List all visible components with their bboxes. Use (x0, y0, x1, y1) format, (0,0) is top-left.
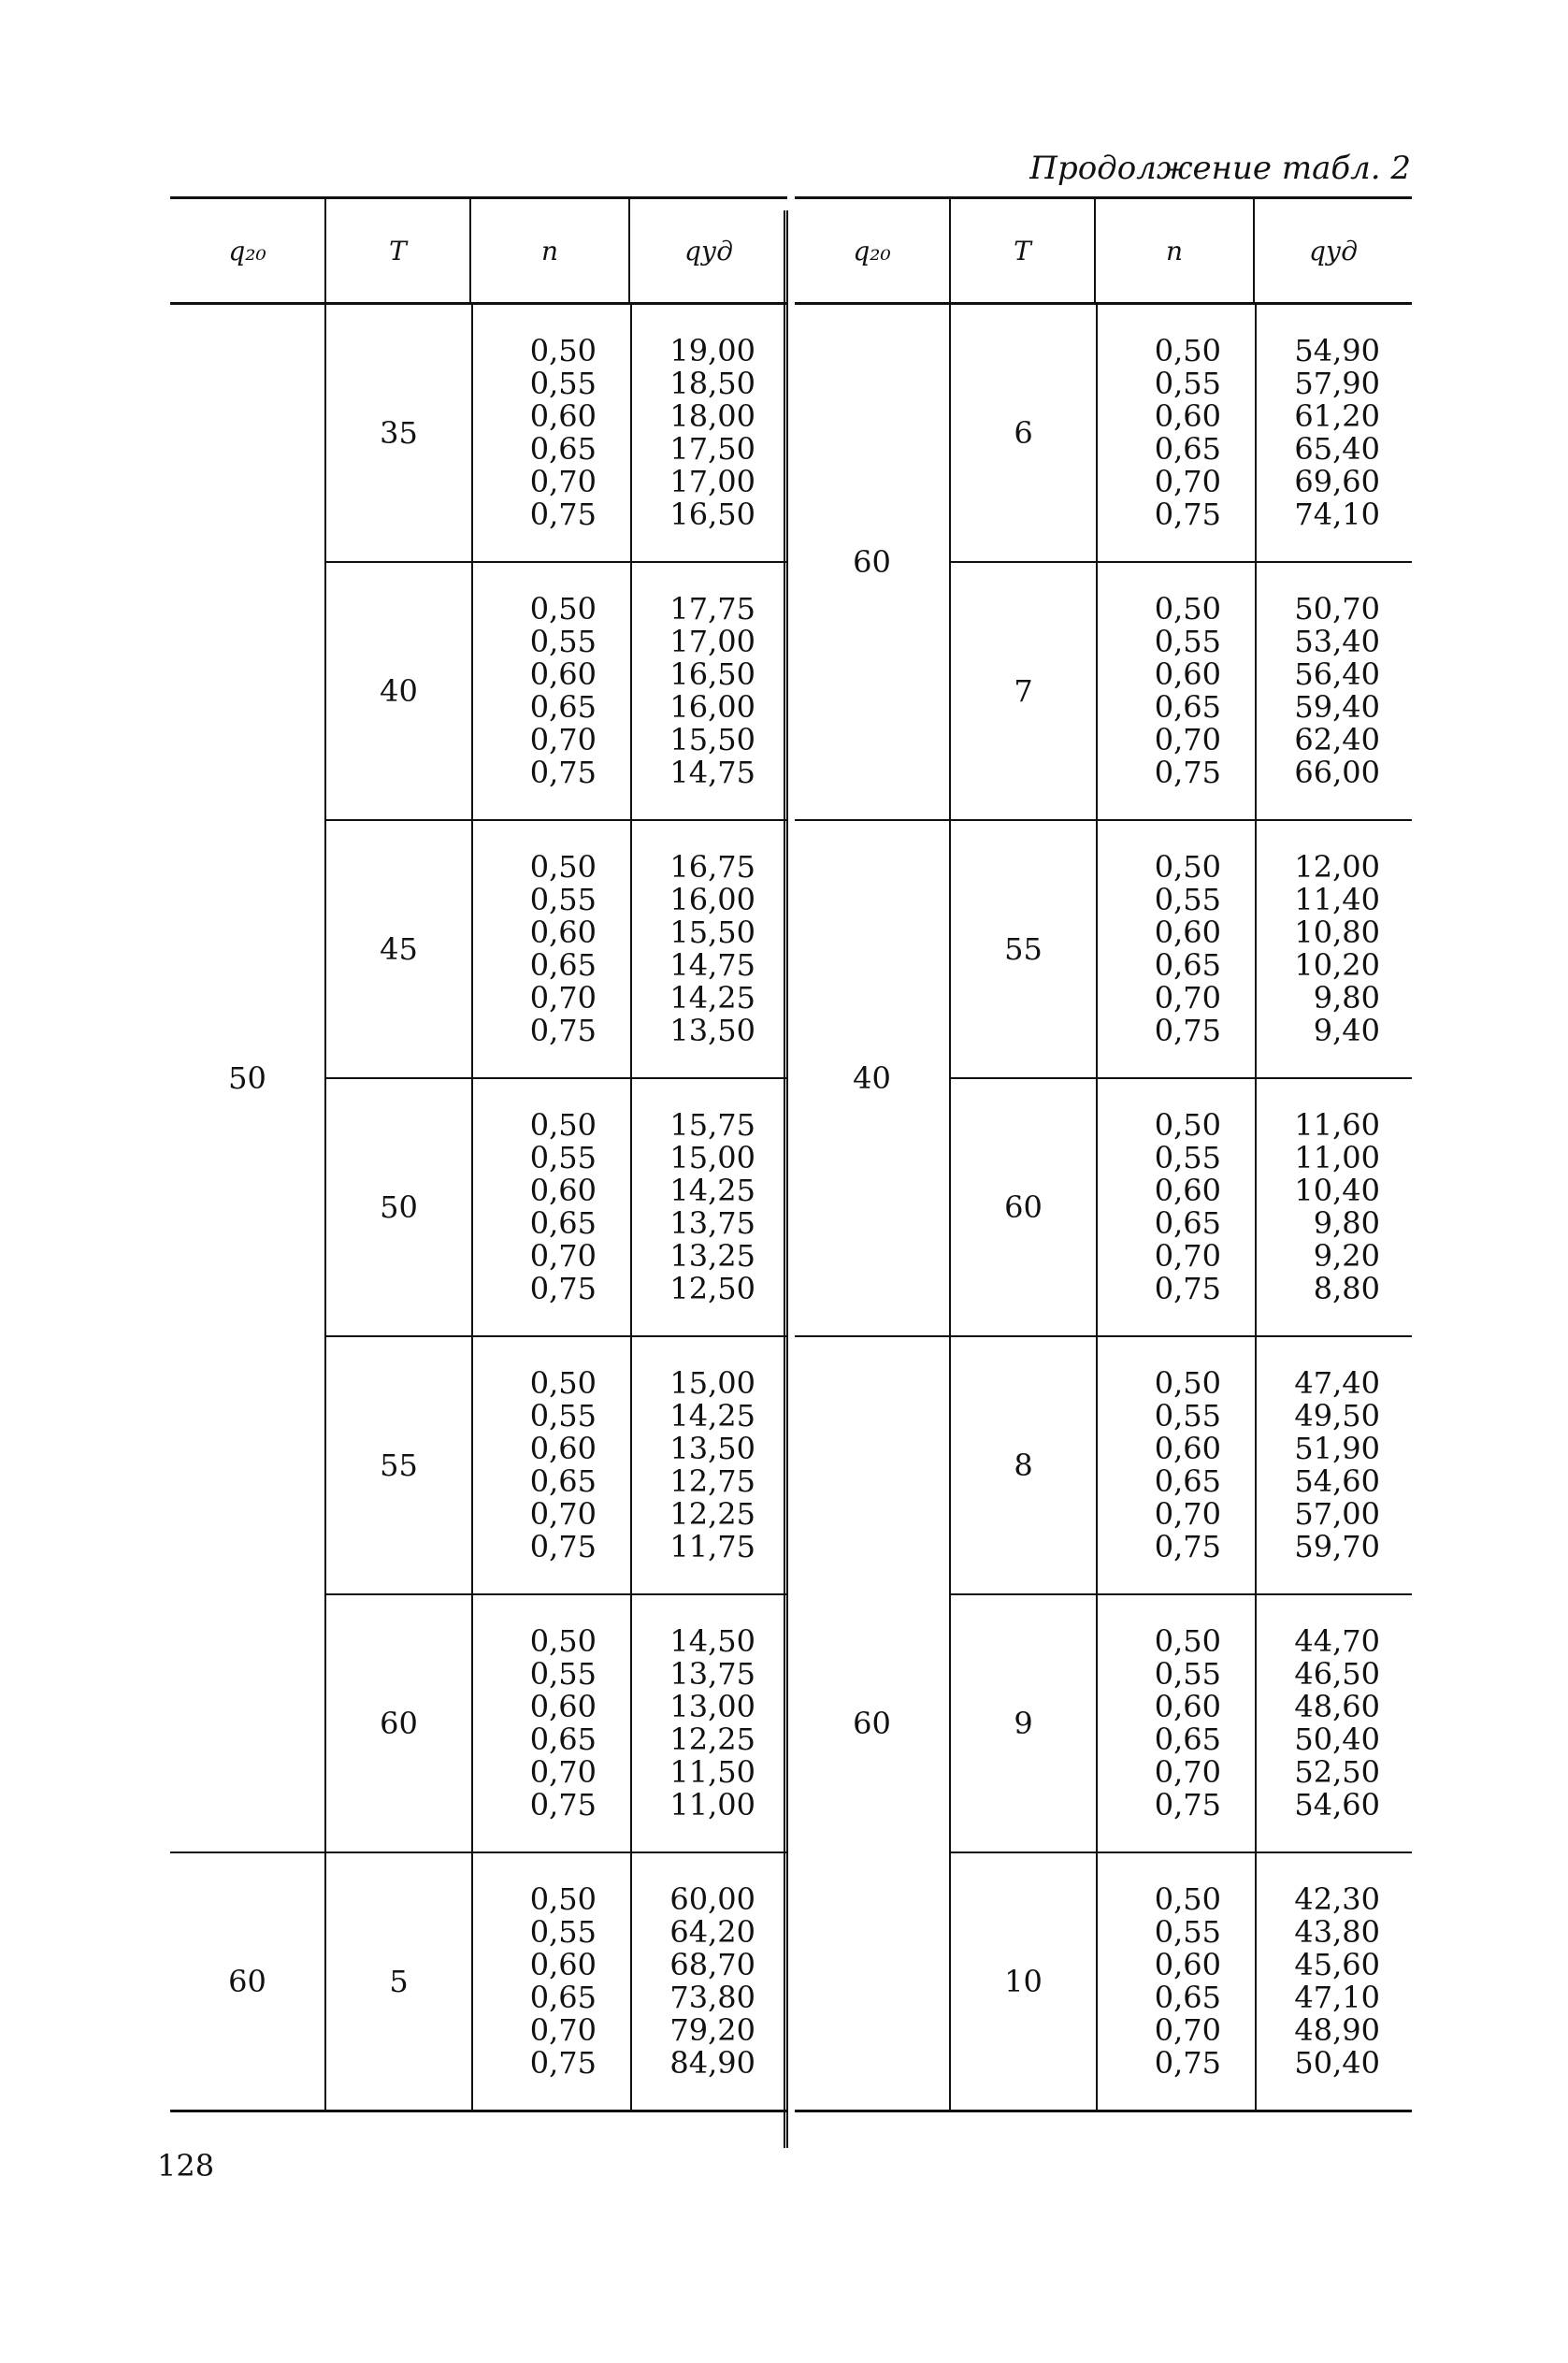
qud-value: 13,00 (669, 1689, 755, 1724)
q20-group (795, 821, 1412, 1337)
n-value: 0,70 (529, 464, 597, 499)
qud-value: 69,60 (1294, 464, 1380, 499)
qud-value: 15,75 (669, 1107, 755, 1143)
qud-value: 14,25 (669, 1398, 755, 1434)
block-list (949, 305, 1412, 819)
qud-value: 9,80 (1313, 1205, 1380, 1241)
n-value: 0,70 (1154, 1754, 1221, 1790)
n-value: 0,70 (1154, 980, 1221, 1016)
n-value: 0,55 (1154, 366, 1221, 401)
qud-value: 18,50 (669, 366, 755, 401)
n-values (471, 1337, 630, 1593)
n-values (1096, 1337, 1255, 1593)
n-value: 0,65 (1154, 1722, 1221, 1757)
n-value: 0,65 (1154, 689, 1221, 725)
qud-value: 61,20 (1294, 398, 1380, 434)
qud-value: 13,50 (669, 1013, 755, 1048)
T-value: 8 (1014, 1448, 1033, 1483)
header-q20: q₂₀ (853, 235, 891, 267)
T-value: 60 (1004, 1189, 1043, 1225)
qud-value: 47,10 (1294, 1980, 1380, 2015)
n-value: 0,55 (1154, 1140, 1221, 1175)
n-value: 0,55 (1154, 1398, 1221, 1434)
n-values (1096, 563, 1255, 819)
qud-value: 50,40 (1294, 1722, 1380, 1757)
n-value: 0,75 (1154, 497, 1221, 532)
n-values (1096, 821, 1255, 1077)
qud-value: 14,75 (669, 755, 755, 790)
table-row (951, 305, 1412, 563)
qud-value: 59,40 (1294, 689, 1380, 725)
n-value: 0,60 (529, 1431, 597, 1466)
n-value: 0,50 (529, 591, 597, 627)
table-row (326, 1853, 787, 2110)
n-value: 0,70 (529, 980, 597, 1016)
qud-value: 48,60 (1294, 1689, 1380, 1724)
q20-group (170, 305, 787, 1853)
n-value: 0,55 (529, 1140, 597, 1175)
qud-value: 9,40 (1313, 1013, 1380, 1048)
qud-values (1255, 1853, 1414, 2110)
n-value: 0,60 (1154, 1947, 1221, 1982)
n-value: 0,75 (1154, 2045, 1221, 2081)
qud-values (1255, 821, 1414, 1077)
block-list (324, 1853, 787, 2110)
qud-values (630, 305, 789, 561)
qud-value: 16,50 (669, 497, 755, 532)
T-value: 45 (380, 931, 418, 967)
n-value: 0,70 (529, 1496, 597, 1532)
qud-value: 57,90 (1294, 366, 1380, 401)
qud-value: 54,60 (1294, 1787, 1380, 1823)
table-row (326, 1595, 787, 1851)
n-value: 0,55 (1154, 1656, 1221, 1692)
n-value: 0,70 (1154, 1496, 1221, 1532)
n-value: 0,70 (1154, 464, 1221, 499)
qud-value: 12,00 (1294, 849, 1380, 885)
n-values (471, 305, 630, 561)
qud-value: 16,00 (669, 689, 755, 725)
table-row (326, 821, 787, 1079)
n-value: 0,75 (1154, 1271, 1221, 1306)
T-value: 55 (1004, 931, 1043, 967)
n-value: 0,50 (1154, 1881, 1221, 1917)
page-number: 128 (157, 2148, 215, 2183)
n-value: 0,75 (529, 1787, 597, 1823)
n-value: 0,60 (1154, 398, 1221, 434)
n-value: 0,65 (1154, 431, 1221, 467)
qud-value: 60,00 (669, 1881, 755, 1917)
T-value: 10 (1004, 1964, 1043, 1999)
table-row (326, 1079, 787, 1337)
qud-value: 47,40 (1294, 1365, 1380, 1401)
table-row (951, 563, 1412, 819)
qud-value: 59,70 (1294, 1529, 1380, 1564)
n-value: 0,55 (529, 624, 597, 659)
n-value: 0,75 (529, 1529, 597, 1564)
table-caption: Продолжение табл. 2 (1029, 150, 1411, 187)
block-list (324, 305, 787, 1851)
qud-value: 53,40 (1294, 624, 1380, 659)
n-value: 0,65 (529, 431, 597, 467)
n-value: 0,75 (529, 497, 597, 532)
n-value: 0,50 (1154, 1623, 1221, 1659)
n-value: 0,70 (529, 722, 597, 757)
n-value: 0,65 (529, 689, 597, 725)
qud-value: 49,50 (1294, 1398, 1380, 1434)
n-value: 0,55 (1154, 1914, 1221, 1950)
qud-value: 11,60 (1294, 1107, 1380, 1143)
qud-values (1255, 1337, 1414, 1593)
n-value: 0,50 (529, 849, 597, 885)
header-q20: q₂₀ (228, 235, 266, 267)
left-table-header (170, 199, 787, 305)
n-value: 0,65 (1154, 1463, 1221, 1499)
T-value: 50 (380, 1189, 418, 1225)
block-list (949, 1337, 1412, 2110)
n-value: 0,50 (529, 1881, 597, 1917)
qud-value: 11,50 (669, 1754, 755, 1790)
qud-value: 65,40 (1294, 431, 1380, 467)
qud-values (630, 821, 789, 1077)
n-value: 0,55 (529, 882, 597, 917)
qud-value: 16,50 (669, 656, 755, 692)
q20-value: 60 (228, 1964, 266, 1999)
qud-value: 56,40 (1294, 656, 1380, 692)
qud-values (1255, 305, 1414, 561)
q20-value: 60 (853, 1706, 891, 1741)
table-row (951, 1853, 1412, 2110)
qud-value: 9,20 (1313, 1238, 1380, 1274)
n-value: 0,65 (529, 1980, 597, 2015)
qud-value: 17,00 (669, 624, 755, 659)
n-value: 0,55 (529, 366, 597, 401)
table-row (951, 1079, 1412, 1335)
n-value: 0,50 (529, 1365, 597, 1401)
n-values (1096, 1853, 1255, 2110)
qud-value: 68,70 (669, 1947, 755, 1982)
n-value: 0,50 (1154, 333, 1221, 368)
q20-group (170, 1853, 787, 2112)
qud-value: 15,50 (669, 722, 755, 757)
qud-value: 13,75 (669, 1656, 755, 1692)
qud-values (630, 1337, 789, 1593)
qud-value: 62,40 (1294, 722, 1380, 757)
block-list (949, 821, 1412, 1335)
qud-value: 44,70 (1294, 1623, 1380, 1659)
qud-value: 54,90 (1294, 333, 1380, 368)
qud-value: 48,90 (1294, 2012, 1380, 2048)
header-T: T (949, 199, 1094, 302)
n-value: 0,55 (529, 1398, 597, 1434)
n-value: 0,55 (529, 1656, 597, 1692)
qud-value: 11,00 (669, 1787, 755, 1823)
n-value: 0,70 (529, 1754, 597, 1790)
header-n: n (469, 199, 628, 302)
qud-value: 16,00 (669, 882, 755, 917)
n-value: 0,75 (1154, 1529, 1221, 1564)
n-value: 0,60 (529, 915, 597, 950)
qud-value: 19,00 (669, 333, 755, 368)
n-values (1096, 305, 1255, 561)
n-value: 0,70 (1154, 722, 1221, 757)
n-value: 0,65 (529, 1463, 597, 1499)
qud-value: 52,50 (1294, 1754, 1380, 1790)
header-n: n (1094, 199, 1253, 302)
q20-value: 60 (853, 544, 891, 580)
n-value: 0,60 (1154, 1431, 1221, 1466)
qud-value: 18,00 (669, 398, 755, 434)
n-value: 0,55 (1154, 882, 1221, 917)
n-value: 0,50 (1154, 1107, 1221, 1143)
n-value: 0,55 (1154, 624, 1221, 659)
T-value: 5 (389, 1964, 409, 1999)
qud-value: 51,90 (1294, 1431, 1380, 1466)
n-value: 0,65 (529, 947, 597, 983)
n-value: 0,75 (529, 1271, 597, 1306)
qud-value: 42,30 (1294, 1881, 1380, 1917)
n-value: 0,65 (529, 1722, 597, 1757)
n-value: 0,70 (1154, 2012, 1221, 2048)
qud-values (1255, 563, 1414, 819)
n-values (471, 563, 630, 819)
n-values (1096, 1079, 1255, 1335)
n-value: 0,60 (1154, 656, 1221, 692)
qud-value: 46,50 (1294, 1656, 1380, 1692)
right-table-body (795, 305, 1412, 2112)
qud-value: 17,75 (669, 591, 755, 627)
n-value: 0,65 (1154, 947, 1221, 983)
qud-value: 43,80 (1294, 1914, 1380, 1950)
n-value: 0,70 (529, 1238, 597, 1274)
header-qud: qуд (1253, 199, 1412, 302)
qud-value: 13,75 (669, 1205, 755, 1241)
table-row (951, 1595, 1412, 1853)
qud-values (1255, 1079, 1414, 1335)
n-value: 0,75 (529, 755, 597, 790)
header-T: T (324, 199, 469, 302)
qud-value: 12,25 (669, 1496, 755, 1532)
qud-value: 17,50 (669, 431, 755, 467)
qud-value: 14,50 (669, 1623, 755, 1659)
qud-value: 57,00 (1294, 1496, 1380, 1532)
qud-values (630, 1079, 789, 1335)
qud-value: 84,90 (669, 2045, 755, 2081)
n-value: 0,75 (529, 2045, 597, 2081)
qud-value: 15,00 (669, 1140, 755, 1175)
qud-value: 64,20 (669, 1914, 755, 1950)
n-value: 0,55 (529, 1914, 597, 1950)
n-values (471, 821, 630, 1077)
left-table-body (170, 305, 787, 2112)
qud-value: 10,20 (1294, 947, 1380, 983)
q20-group (795, 1337, 1412, 2112)
left-table (170, 196, 787, 2112)
n-values (471, 1079, 630, 1335)
n-value: 0,65 (529, 1205, 597, 1241)
table-row (326, 305, 787, 563)
n-value: 0,75 (1154, 1787, 1221, 1823)
n-value: 0,65 (1154, 1205, 1221, 1241)
qud-value: 12,50 (669, 1271, 755, 1306)
q20-value: 50 (228, 1060, 266, 1096)
table-row (951, 821, 1412, 1079)
qud-values (1255, 1595, 1414, 1851)
qud-value: 15,00 (669, 1365, 755, 1401)
n-value: 0,60 (1154, 1689, 1221, 1724)
n-value: 0,70 (529, 2012, 597, 2048)
n-value: 0,75 (529, 1013, 597, 1048)
n-value: 0,60 (1154, 1173, 1221, 1208)
n-value: 0,50 (1154, 591, 1221, 627)
table-row (326, 563, 787, 821)
n-value: 0,60 (529, 656, 597, 692)
n-values (471, 1853, 630, 2110)
qud-value: 14,75 (669, 947, 755, 983)
right-table (795, 196, 1412, 2112)
q20-value: 40 (853, 1060, 891, 1096)
T-value: 60 (380, 1706, 418, 1741)
qud-value: 50,40 (1294, 2045, 1380, 2081)
qud-value: 15,50 (669, 915, 755, 950)
qud-value: 14,25 (669, 980, 755, 1016)
n-value: 0,60 (529, 1947, 597, 1982)
qud-value: 11,40 (1294, 882, 1380, 917)
n-value: 0,50 (529, 333, 597, 368)
qud-value: 14,25 (669, 1173, 755, 1208)
qud-value: 16,75 (669, 849, 755, 885)
T-value: 7 (1014, 673, 1033, 709)
T-value: 40 (380, 673, 418, 709)
T-value: 6 (1014, 415, 1033, 451)
n-value: 0,65 (1154, 1980, 1221, 2015)
n-value: 0,75 (1154, 755, 1221, 790)
qud-value: 9,80 (1313, 980, 1380, 1016)
q20-group (795, 305, 1412, 821)
table-row (951, 1337, 1412, 1595)
n-value: 0,60 (529, 1689, 597, 1724)
T-value: 9 (1014, 1706, 1033, 1741)
qud-value: 8,80 (1313, 1271, 1380, 1306)
qud-value: 66,00 (1294, 755, 1380, 790)
qud-value: 10,40 (1294, 1173, 1380, 1208)
n-value: 0,50 (529, 1623, 597, 1659)
qud-values (630, 563, 789, 819)
header-qud: qуд (628, 199, 787, 302)
qud-value: 11,75 (669, 1529, 755, 1564)
T-value: 55 (380, 1448, 418, 1483)
qud-value: 12,75 (669, 1463, 755, 1499)
n-value: 0,50 (529, 1107, 597, 1143)
n-value: 0,75 (1154, 1013, 1221, 1048)
qud-values (630, 1595, 789, 1851)
qud-value: 54,60 (1294, 1463, 1380, 1499)
column-divider (784, 210, 788, 2148)
right-table-header (795, 199, 1412, 305)
n-value: 0,60 (529, 1173, 597, 1208)
qud-value: 12,25 (669, 1722, 755, 1757)
T-value: 35 (380, 415, 418, 451)
n-values (471, 1595, 630, 1851)
qud-value: 13,50 (669, 1431, 755, 1466)
qud-value: 50,70 (1294, 591, 1380, 627)
n-value: 0,50 (1154, 849, 1221, 885)
qud-value: 74,10 (1294, 497, 1380, 532)
qud-value: 13,25 (669, 1238, 755, 1274)
qud-value: 10,80 (1294, 915, 1380, 950)
qud-value: 17,00 (669, 464, 755, 499)
qud-value: 45,60 (1294, 1947, 1380, 1982)
qud-values (630, 1853, 789, 2110)
qud-value: 73,80 (669, 1980, 755, 2015)
qud-value: 79,20 (669, 2012, 755, 2048)
n-value: 0,60 (529, 398, 597, 434)
table-row (326, 1337, 787, 1595)
n-value: 0,60 (1154, 915, 1221, 950)
n-values (1096, 1595, 1255, 1851)
n-value: 0,50 (1154, 1365, 1221, 1401)
n-value: 0,70 (1154, 1238, 1221, 1274)
qud-value: 11,00 (1294, 1140, 1380, 1175)
